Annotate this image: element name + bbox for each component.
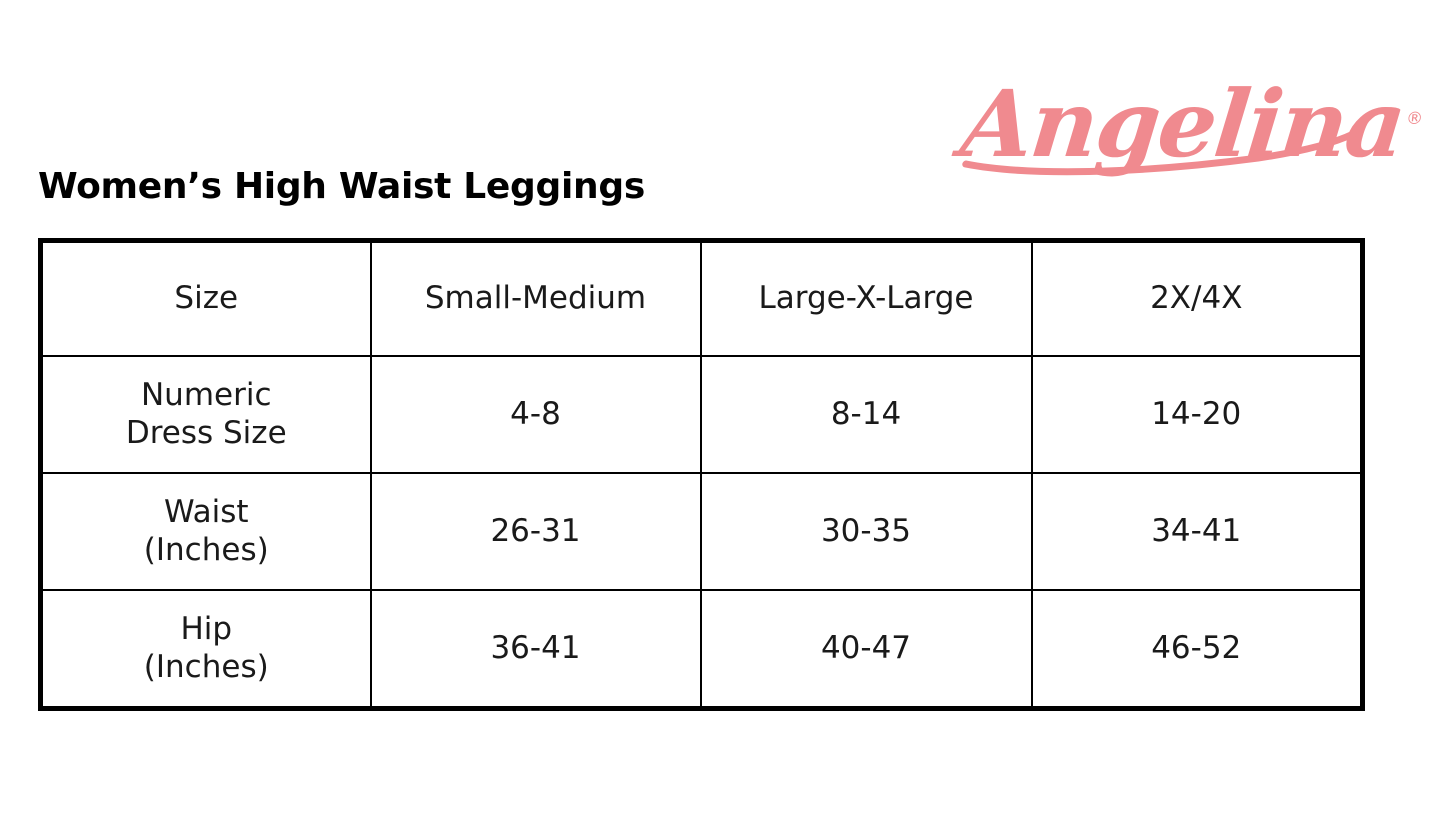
cell-dress-size-large-xlarge: 8-14 (701, 356, 1032, 473)
brand-name-text: Angelina (956, 70, 1410, 178)
row-label-line1: Hip (180, 610, 233, 647)
cell-waist-2x-4x: 34-41 (1032, 473, 1363, 590)
table-row (41, 473, 1363, 590)
page-title: Women’s High Waist Leggings (38, 166, 645, 207)
row-label-line2: (Inches) (143, 531, 269, 568)
cell-dress-size-2x-4x: 14-20 (1032, 356, 1363, 473)
table-header-size: Size (41, 241, 371, 357)
brand-logo (956, 70, 1423, 218)
row-label-numeric-dress-size (41, 356, 371, 473)
cell-waist-large-xlarge: 30-35 (701, 473, 1032, 590)
table-header-large-xlarge: Large-X-Large (701, 241, 1032, 357)
table-row-header (41, 241, 1363, 357)
row-label-hip-inches (41, 590, 371, 709)
row-label-line1: Waist (163, 493, 249, 530)
table-header-2x-4x: 2X/4X (1032, 241, 1363, 357)
cell-waist-small-medium: 26-31 (371, 473, 701, 590)
cell-hip-small-medium: 36-41 (371, 590, 701, 709)
table-row (41, 590, 1363, 709)
row-label-line1: Numeric (140, 376, 272, 413)
registered-trademark-icon: ® (1404, 109, 1423, 130)
cell-dress-size-small-medium: 4-8 (371, 356, 701, 473)
row-label-line2: (Inches) (143, 648, 269, 685)
size-chart-table (38, 238, 1365, 711)
table-header-small-medium: Small-Medium (371, 241, 701, 357)
cell-hip-2x-4x: 46-52 (1032, 590, 1363, 709)
cell-hip-large-xlarge: 40-47 (701, 590, 1032, 709)
table-row (41, 356, 1363, 473)
row-label-line2: Dress Size (125, 414, 287, 451)
brand-wordmark (956, 70, 1431, 178)
row-label-waist-inches (41, 473, 371, 590)
